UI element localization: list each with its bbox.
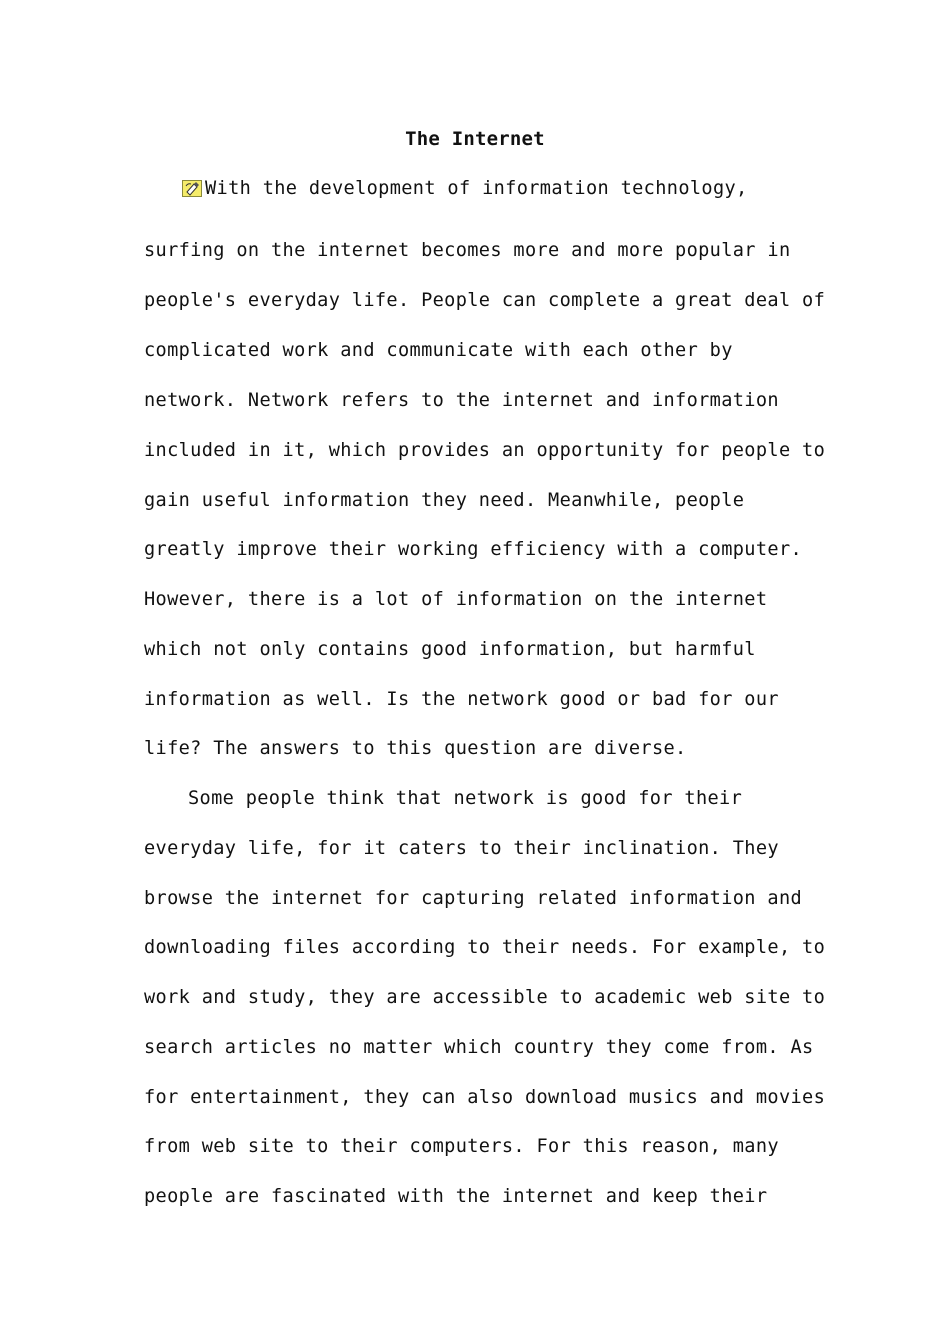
paragraph-1-line-2: surfing on the internet becomes more and more popular in	[144, 240, 791, 261]
paragraph-2-line-1: Some people think that network is good for their	[188, 788, 743, 809]
paragraph-1-line-8: greatly improve their working efficiency with a computer.	[144, 539, 803, 560]
paragraph-2-line-7: for entertainment, they can also download musics and movies	[144, 1087, 826, 1108]
paragraph-1-line-11: information as well. Is the network good or bad for our	[144, 689, 779, 710]
paragraph-1-line-12: life? The answers to this question are diverse.	[144, 738, 687, 759]
paragraph-1-line-6: included in it, which provides an opportunity for people to	[144, 440, 826, 461]
document-title: The Internet	[405, 128, 545, 150]
paragraph-2-line-9: people are fascinated with the internet and keep their	[144, 1186, 768, 1207]
paragraph-1-line-1-container	[182, 177, 748, 201]
paragraph-1-line-9: However, there is a lot of information on the internet	[144, 589, 768, 610]
paragraph-2-line-8: from web site to their computers. For this reason, many	[144, 1136, 779, 1157]
paragraph-2-line-4: downloading files according to their needs. For example, to	[144, 937, 826, 958]
paragraph-2-line-5: work and study, they are accessible to academic web site to	[144, 987, 826, 1008]
paragraph-1-line-1: With the development of information technology,	[205, 178, 748, 199]
paragraph-2-line-6: search articles no matter which country they come from. As	[144, 1037, 814, 1058]
paragraph-2-line-3: browse the internet for capturing related information and	[144, 888, 803, 909]
field-code-icon[interactable]	[182, 180, 202, 197]
paragraph-1-line-7: gain useful information they need. Meanwhile, people	[144, 490, 745, 511]
paragraph-1-line-10: which not only contains good information, but harmful	[144, 639, 756, 660]
paragraph-1-line-3: people's everyday life. People can complete a great deal of	[144, 290, 826, 311]
paragraph-2-line-2: everyday life, for it caters to their inclination. They	[144, 838, 779, 859]
paragraph-1-line-4: complicated work and communicate with each other by	[144, 340, 733, 361]
paragraph-1-line-5: network. Network refers to the internet and information	[144, 390, 779, 411]
